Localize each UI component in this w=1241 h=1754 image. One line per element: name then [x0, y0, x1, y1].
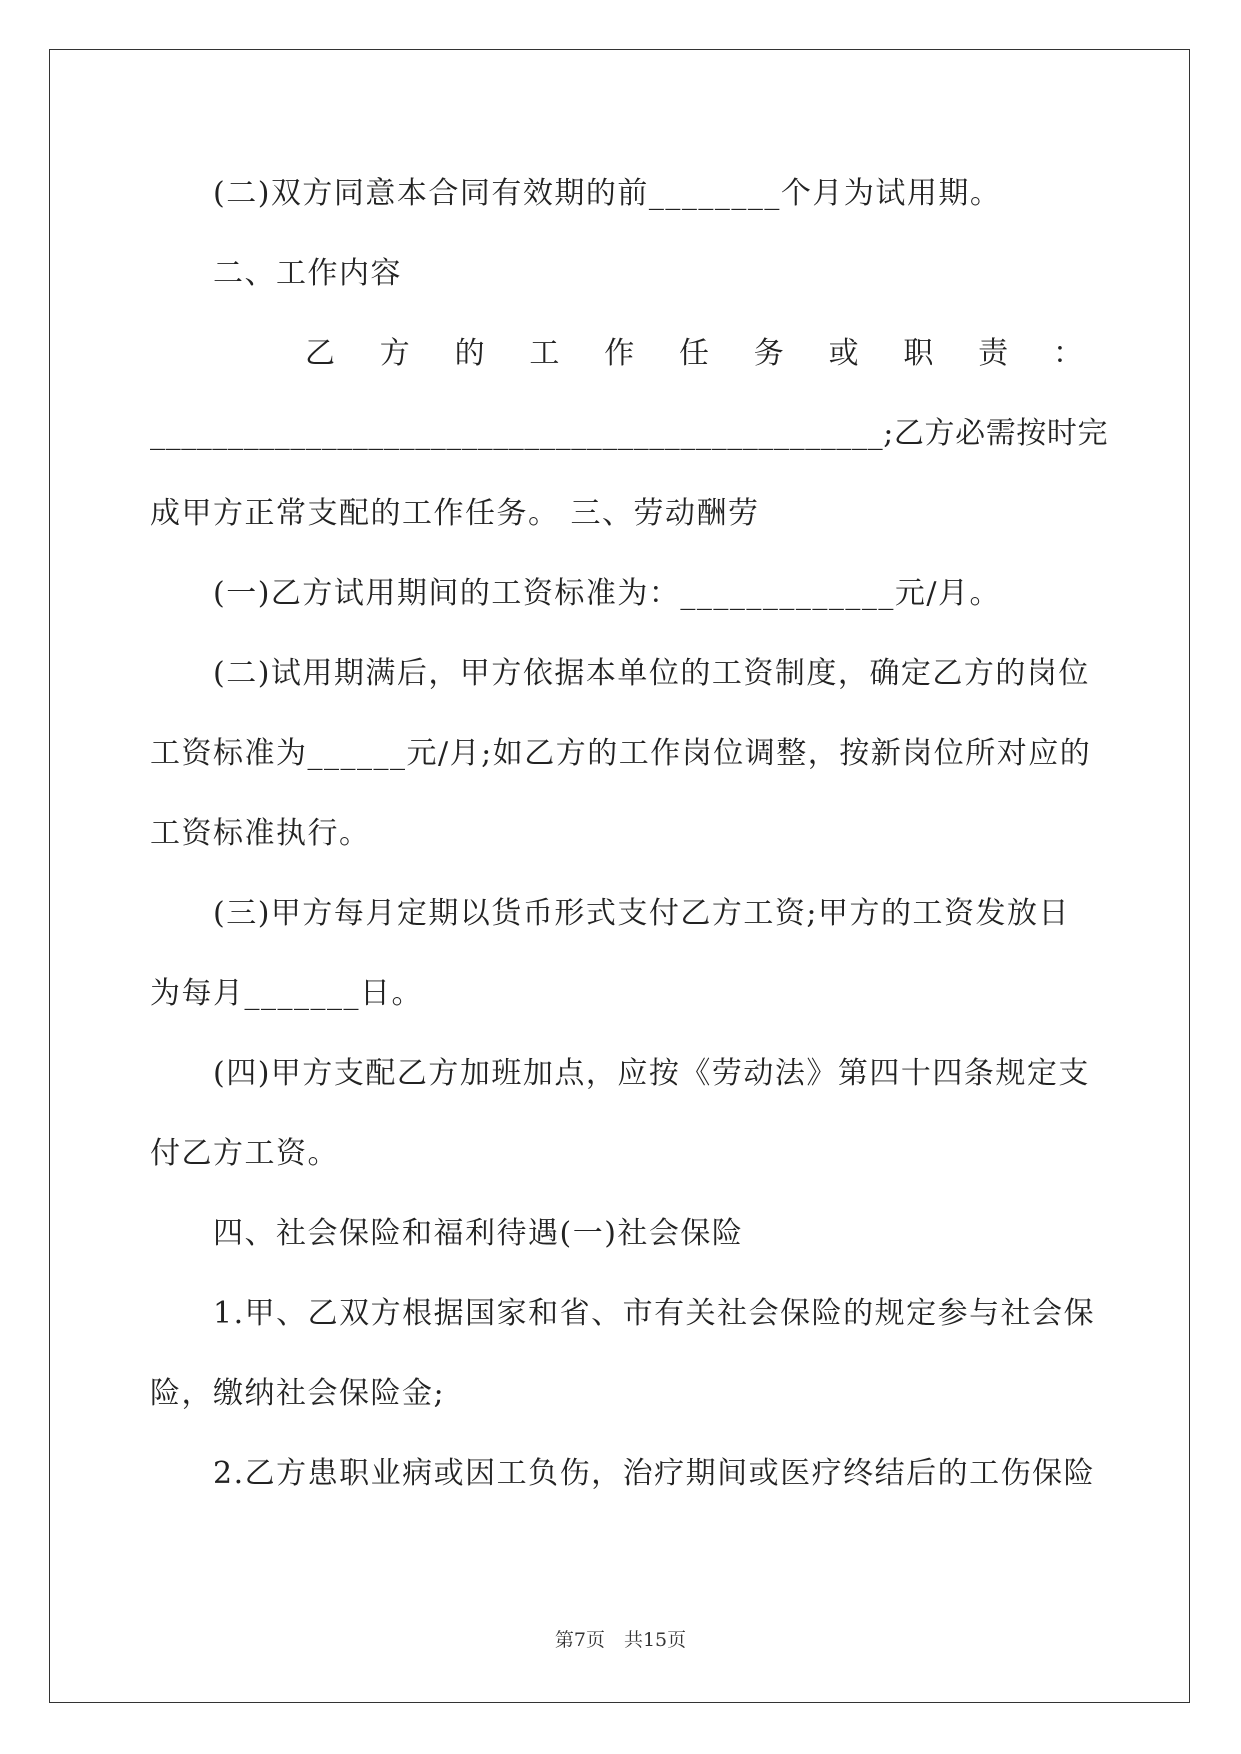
section-heading: 二、工作内容: [213, 256, 402, 291]
text-line: 2.乙方患职业病或因工负伤，治疗期间或医疗终结后的工伤保险: [213, 1456, 1096, 1491]
text-line: 工资标准为______元/月;如乙方的工作岗位调整，按新岗位所对应的: [150, 736, 1092, 771]
section-heading: 四、社会保险和福利待遇(一)社会保险: [213, 1216, 744, 1251]
spread-char: 任: [678, 336, 709, 371]
text-line: 付乙方工资。: [150, 1136, 339, 1171]
text-line: _______________________________________________;乙方必需按时完: [150, 416, 1109, 451]
page-number: 第7页 共15页: [554, 1629, 687, 1651]
text-line-spread: [305, 334, 1083, 374]
spread-char: 工: [529, 336, 560, 371]
text-line: (一)乙方试用期间的工资标准为：_____________元/月。: [213, 576, 1002, 611]
spread-char: 职: [903, 336, 934, 371]
spread-char: 作: [604, 336, 635, 371]
spread-char: 方: [379, 336, 410, 371]
text-line: 为每月_______日。: [150, 976, 423, 1011]
text-line: (四)甲方支配乙方加班加点，应按《劳动法》第四十四条规定支: [213, 1056, 1090, 1091]
text-line: (二)试用期满后，甲方依据本单位的工资制度，确定乙方的岗位: [213, 656, 1090, 691]
text-line: (三)甲方每月定期以货币形式支付乙方工资;甲方的工资发放日: [213, 896, 1071, 931]
spread-char: 乙: [305, 336, 335, 371]
spread-char: 责: [978, 336, 1009, 371]
text-line: 1.甲、乙双方根据国家和省、市有关社会保险的规定参与社会保: [213, 1296, 1096, 1331]
text-line: 成甲方正常支配的工作任务。 三、劳动酬劳: [150, 496, 760, 531]
spread-char: 的: [454, 336, 485, 371]
spread-char: 务: [753, 336, 784, 371]
text-line: (二)双方同意本合同有效期的前________个月为试用期。: [213, 176, 1002, 211]
spread-char: 或: [828, 336, 859, 371]
text-line: 险，缴纳社会保险金;: [150, 1376, 446, 1411]
spread-char: ：: [1052, 336, 1083, 371]
text-line: 工资标准执行。: [150, 816, 371, 851]
